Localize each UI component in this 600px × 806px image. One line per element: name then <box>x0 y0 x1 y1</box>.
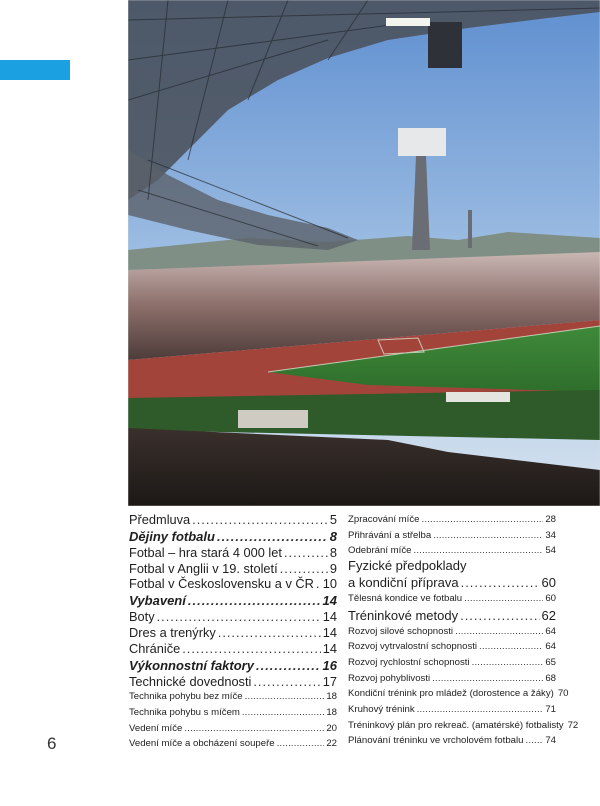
toc-left-column <box>129 512 337 752</box>
toc-dot-leader <box>280 561 328 577</box>
toc-entry <box>348 671 556 687</box>
toc-entry-page: 28 <box>545 514 556 525</box>
toc-entry <box>348 639 556 655</box>
toc-entry <box>348 591 556 607</box>
page-number: 6 <box>47 734 57 753</box>
toc-dot-leader <box>242 705 324 721</box>
toc-entry <box>129 736 337 752</box>
toc-dot-leader <box>284 545 328 561</box>
toc-dot-leader <box>192 512 328 528</box>
stadium-photo <box>128 0 600 506</box>
toc-entry-page: 14 <box>322 609 337 625</box>
toc-entry <box>348 512 556 528</box>
toc-entry-title: Kondiční trénink pro mládež (dorostence a žáky) <box>348 688 554 700</box>
toc-entry <box>129 609 337 625</box>
toc-right-column <box>348 512 579 749</box>
toc-dot-leader <box>277 736 325 752</box>
toc-entry <box>129 545 337 561</box>
toc-entry-page: 60 <box>541 574 556 590</box>
toc-entry-title: Rozvoj silové schopnosti <box>348 625 454 637</box>
toc-entry-page: 64 <box>545 641 556 653</box>
toc-entry-page: 72 <box>567 719 579 731</box>
toc-entry <box>129 674 337 690</box>
toc-entry-page: 8 <box>329 528 337 544</box>
toc-entry-title: Odebrání míče <box>348 545 412 557</box>
toc-entry <box>348 702 556 718</box>
toc-entry <box>129 641 337 657</box>
toc-entry-page: 18 <box>326 707 337 719</box>
toc-entry-page: 60 <box>545 592 556 604</box>
toc-entry-page: 14 <box>322 593 337 609</box>
toc-dot-leader <box>455 624 543 640</box>
toc-entry-page: 34 <box>545 529 556 541</box>
toc-entry-page: 14 <box>322 640 337 656</box>
toc-entry-page: 8 <box>329 544 337 560</box>
toc-entry <box>348 559 556 574</box>
toc-entry-title: Fyzické předpoklady <box>348 558 467 574</box>
toc-entry-title: Fotbal v Československu a v ČR <box>129 576 314 592</box>
toc-entry <box>129 705 337 721</box>
toc-dot-leader <box>182 641 321 657</box>
toc-entry-page: 65 <box>545 656 556 668</box>
toc-entry <box>129 689 337 705</box>
toc-dot-leader <box>245 689 325 705</box>
toc-dot-leader <box>256 657 321 674</box>
toc-dot-leader <box>525 733 543 749</box>
toc-entry-title: Boty <box>129 609 155 625</box>
toc-entry <box>129 721 337 737</box>
toc-entry <box>129 512 337 528</box>
toc-entry <box>348 574 556 591</box>
toc-entry-page: 5 <box>329 512 337 527</box>
toc-entry <box>129 576 337 592</box>
toc-dot-leader <box>157 609 321 625</box>
toc-dot-leader <box>188 592 321 609</box>
toc-dot-leader <box>253 674 320 690</box>
toc-entry-title: Dres a trenýrky <box>129 624 216 640</box>
toc-entry-title: Vybavení <box>129 593 186 609</box>
toc-entry-title: Vedení míče <box>129 722 183 734</box>
toc-entry-page: 17 <box>322 673 337 689</box>
toc-entry-title: Dějiny fotbalu <box>129 528 215 544</box>
toc-entry-title: Plánování tréninku ve vrcholovém fotbalu <box>348 735 524 747</box>
toc-entry-page: 68 <box>545 672 556 684</box>
toc-entry-title: Tréninkové metody <box>348 607 459 623</box>
toc-entry-title: Rozvoj pohyblivosti <box>348 672 431 684</box>
toc-dot-leader <box>184 721 324 737</box>
toc-entry-title: Tréninkový plán pro rekreač. (amatérské) fotbalisty <box>348 719 564 731</box>
toc-entry <box>129 592 337 609</box>
toc-dot-leader <box>217 528 328 545</box>
toc-entry-page: 20 <box>326 722 337 734</box>
toc-entry-title: Technika pohybu bez míče <box>129 691 243 703</box>
toc-entry-page: 70 <box>557 688 569 700</box>
blue-accent-tab <box>0 60 70 80</box>
toc-entry-title: Vedení míče a obcházení soupeře <box>129 738 275 750</box>
toc-entry-page: 18 <box>326 691 337 703</box>
toc-entry-page: 62 <box>541 607 556 623</box>
toc-dot-leader <box>461 574 540 591</box>
toc-entry <box>129 528 337 545</box>
toc-entry-page: 64 <box>545 625 556 637</box>
toc-entry <box>129 561 337 577</box>
toc-entry-page: 10 <box>322 576 337 592</box>
toc-entry <box>348 543 556 559</box>
toc-entry-title: Fotbal – hra stará 4 000 let <box>129 544 282 560</box>
toc-entry <box>348 624 556 640</box>
toc-entry-title: Rozvoj rychlostní schopnosti <box>348 656 470 668</box>
toc-entry-title: Chrániče <box>129 640 181 656</box>
toc-dot-leader <box>433 528 543 544</box>
toc-dot-leader <box>472 655 544 671</box>
toc-entry-title: Tělesná kondice ve fotbalu <box>348 592 463 604</box>
toc-entry-page: 74 <box>545 735 556 747</box>
toc-entry-title: Rozvoj vytrvalostní schopnosti <box>348 641 478 653</box>
toc-entry <box>348 718 579 734</box>
toc-entry-page: 54 <box>545 545 556 557</box>
toc-entry-page: 9 <box>329 560 337 576</box>
toc-entry-title: Kruhový trénink <box>348 704 415 716</box>
toc-entry-title: Předmluva <box>129 512 191 527</box>
toc-entry <box>348 733 556 749</box>
toc-entry-title: Technické dovednosti <box>129 673 252 689</box>
toc-dot-leader <box>479 639 543 655</box>
toc-dot-leader <box>316 576 321 592</box>
toc-dot-leader <box>413 543 543 559</box>
toc-entry <box>129 657 337 674</box>
toc-entry-title: Přihrávání a střelba <box>348 529 432 541</box>
toc-dot-leader <box>460 607 539 624</box>
toc-dot-leader <box>464 591 543 607</box>
toc-entry <box>348 607 556 624</box>
toc-entry-page: 71 <box>545 704 556 716</box>
toc-entry-title: Technika pohybu s míčem <box>129 707 240 719</box>
toc-entry-page: 14 <box>322 624 337 640</box>
toc-entry <box>129 625 337 641</box>
toc-entry-title: a kondiční příprava <box>348 574 459 590</box>
toc-entry <box>348 686 569 702</box>
toc-entry <box>348 655 556 671</box>
toc-entry <box>348 528 556 544</box>
toc-dot-leader <box>432 671 543 687</box>
toc-entry-title: Výkonnostní faktory <box>129 657 254 673</box>
toc-dot-leader <box>421 512 543 528</box>
toc-entry-title: Zpracování míče <box>348 514 420 525</box>
toc-entry-page: 16 <box>322 657 337 673</box>
toc-dot-leader <box>218 625 321 641</box>
toc-dot-leader <box>417 702 544 718</box>
toc-entry-title: Fotbal v Anglii v 19. století <box>129 560 278 576</box>
toc-entry-page: 22 <box>326 738 337 750</box>
